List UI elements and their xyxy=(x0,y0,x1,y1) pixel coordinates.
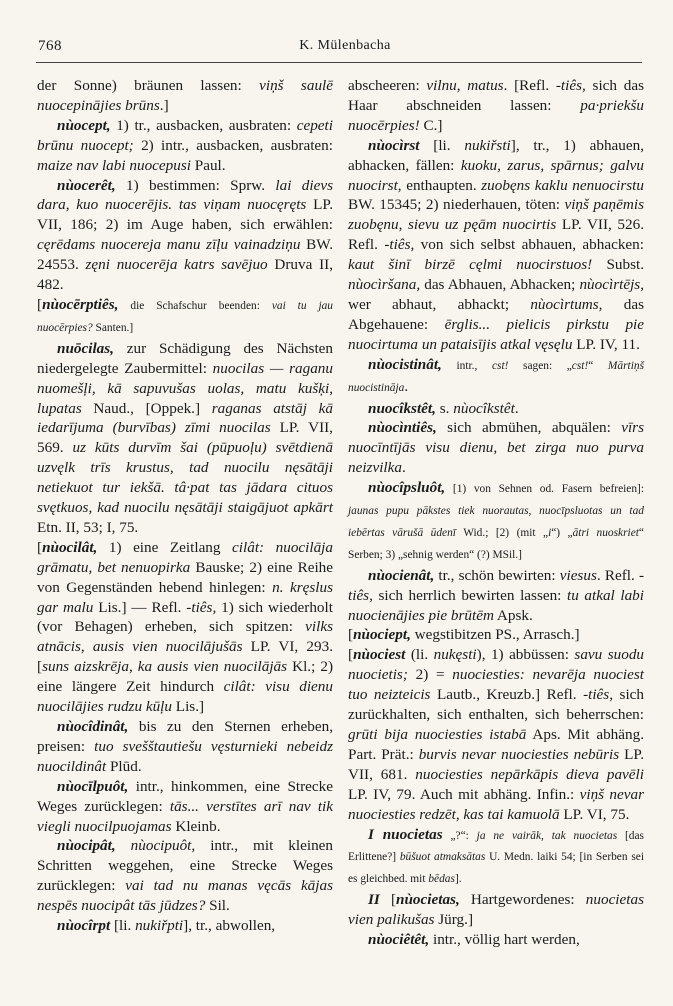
definition-text: ]. xyxy=(454,873,462,886)
headword: nùocîrpt xyxy=(57,917,111,935)
headword: II xyxy=(368,891,391,909)
dictionary-entry xyxy=(348,890,644,930)
definition-text: LP. VI, 293. [ xyxy=(37,638,333,676)
example-text: ātri nuoskriet xyxy=(572,526,639,539)
dictionary-entry xyxy=(348,566,644,626)
definition-text: ), 1) abbüssen: xyxy=(476,646,575,664)
example-text: n. kręslus gar malu xyxy=(37,578,334,616)
definition-text: Aps. Mit abhäng. Part. Prät.: xyxy=(348,726,644,763)
definition-text: der Sonne) bräunen lassen: xyxy=(37,77,260,94)
definition-text: Druva II, 482. xyxy=(37,256,333,294)
example-text: i xyxy=(548,526,552,539)
running-head: K. Mülenbacha xyxy=(299,38,391,53)
headword: nùocietas, xyxy=(396,891,460,909)
left-column xyxy=(37,76,333,936)
dictionary-entry xyxy=(348,418,644,478)
example-text: nukiřpti xyxy=(135,917,184,935)
definition-text: ], tr., 1) abhauen, abhacken, fällen: xyxy=(348,136,645,174)
example-text: cst! xyxy=(571,359,589,372)
definition-text: Kleinb. xyxy=(171,817,221,835)
example-text: grūti bija nuociesties istabā xyxy=(348,726,527,743)
dictionary-entry xyxy=(348,355,644,399)
example-text: cepeti brūnu nuocept; xyxy=(37,116,333,154)
definition-text: Lis.] xyxy=(172,698,205,716)
definition-text: Apsk. xyxy=(493,606,533,624)
definition-text: [1) von Sehnen od. Fasern befreien]: xyxy=(445,483,644,496)
example-text: -tiês, xyxy=(348,566,644,604)
headword: nùociest xyxy=(353,646,406,664)
definition-text: sich zurückhalten, sich enthalten, sich beherrschen: xyxy=(348,686,645,724)
example-text: Mārtiņš nuocistināja xyxy=(348,359,644,394)
headword: nùocìrst xyxy=(368,136,420,154)
definition-text: sich das Haar abschneiden lassen: xyxy=(348,77,644,114)
definition-text: [ xyxy=(37,295,43,313)
definition-text: Etn. II, 53; I, 75. xyxy=(37,518,139,536)
definition-text: sagen: „ xyxy=(508,359,572,372)
example-text: vilnu, matus xyxy=(426,77,504,94)
dictionary-entry xyxy=(37,116,333,176)
example-text: suns aizskrēja, ka ausis vien nuocilājās xyxy=(42,658,288,676)
definition-text: 1) eine Zeitlang xyxy=(97,538,233,556)
definition-text: Lis.] — Refl. xyxy=(93,598,187,616)
dictionary-entry xyxy=(37,777,333,837)
example-text: kaut šinī birzē cęlmi nuocirstuos! xyxy=(348,256,593,274)
example-text: viņš saulē nuocepinājies brūns xyxy=(37,77,333,114)
example-text: nuocilas — raganu nuomešļi, kā sapuvušas uolas, matu kušķi, lupatas xyxy=(37,359,333,417)
definition-text: Hartgewordenes: xyxy=(459,891,586,909)
definition-text: 2) intr., ausbacken, ausbraten: xyxy=(133,136,333,154)
headword: nùocîpsluôt, xyxy=(368,479,446,497)
example-text: nùocìrtums, xyxy=(530,295,603,313)
definition-text: Kl.; 2) eine längere Zeit hindurch xyxy=(37,658,334,696)
definition-text: [ xyxy=(348,626,354,644)
example-text: nuociesties: nevarēja nuociest tuo neizteicis xyxy=(348,666,644,704)
example-text: tu atkal labi nuocienājies pie brūtēm xyxy=(348,586,644,624)
definition-text: die Schafschur beenden: xyxy=(118,299,272,312)
definition-text: LP. VII, 681. xyxy=(348,745,644,783)
example-text: -tiês, xyxy=(384,236,415,254)
headword: nùocipât, xyxy=(57,837,116,855)
example-text: lai dievs dara, kuo nuocerējis. tas viņam nuocęręts xyxy=(37,176,333,214)
dictionary-entry xyxy=(348,825,644,891)
example-text: viņš nevar nuociesties redzēt, kas tai kamuolā xyxy=(348,785,644,823)
dictionary-entry xyxy=(37,916,333,936)
header-rule xyxy=(36,62,642,63)
dictionary-entry xyxy=(348,136,644,355)
definition-text: abscheeren: xyxy=(348,77,427,94)
example-text: uz kūts durvīm šai (pūpuoļu) svētdienā uzvęlk trīs krustus, tad nuocilu nęsātāji netiekuot tur iekšā. tâ·pat tas jādara cituos svętkuos, kad nuocilu nęsātāji staigājuot apkārt xyxy=(37,439,333,517)
headword: nùocìntiês, xyxy=(368,419,437,437)
definition-text: . xyxy=(514,399,519,417)
example-text: tās... verstītes arī nav tik viegli nuocilpuojamas xyxy=(37,797,333,835)
definition-text: (li. xyxy=(405,646,434,664)
dictionary-entry xyxy=(348,76,644,136)
definition-text: [ xyxy=(37,538,43,556)
definition-text: 1) bestimmen: Sprw. xyxy=(115,176,276,194)
definition-text xyxy=(116,837,131,854)
definition-text: . Refl. xyxy=(596,566,639,584)
definition-text: BW. 24553. xyxy=(37,236,333,274)
headword: nùocerêt, xyxy=(57,176,116,194)
example-text: maize nav labi nuocepusi xyxy=(37,156,191,174)
definition-text: 1) tr., ausbacken, ausbraten: xyxy=(110,116,297,134)
definition-text: LP. IV, 11. xyxy=(572,335,640,353)
definition-text: Bauske; 2) eine Reihe von Gegenständen hebend hinlegen: xyxy=(37,558,333,596)
definition-text: Sil. xyxy=(205,897,230,915)
definition-text: intr., völlig hart werden, xyxy=(429,931,580,949)
definition-text: sich herrlich bewirten lassen: xyxy=(372,586,567,604)
headword: nùocilât, xyxy=(42,538,98,556)
headword: nùocistinât, xyxy=(368,355,442,373)
headword: nuōcilas, xyxy=(57,339,114,357)
headword: I nuocietas xyxy=(368,825,443,843)
headword: nùocīlpuôt, xyxy=(57,777,129,795)
definition-text: das Abgehauene: xyxy=(348,295,644,333)
definition-text: wer abhaut, abhackt; xyxy=(348,295,531,313)
dictionary-entry xyxy=(348,625,644,645)
headword: nùociêtêt, xyxy=(368,931,430,949)
example-text: bēdas xyxy=(428,873,455,886)
definition-text: s. xyxy=(435,399,454,417)
headword: nùocîdinât, xyxy=(57,718,129,735)
definition-text: Jürg.] xyxy=(434,911,474,929)
definition-text: ], tr., abwollen, xyxy=(183,917,276,935)
example-text: burvis nevar nuociesties nebūris xyxy=(418,745,620,763)
dictionary-entry xyxy=(348,930,644,950)
example-text: cilât: nuocilāja grāmatu, bet nenuopirka xyxy=(37,538,334,576)
example-text: jaunas pupu pākstes tiek nuorautas, nuocīpsluotas un tad iebērtas vārušā ūdenī xyxy=(348,505,644,539)
definition-text: , enthaupten. xyxy=(397,176,482,194)
example-text: -tiês, xyxy=(583,686,614,704)
definition-text: [ xyxy=(390,891,397,909)
definition-text: LP. IV, 79. Auch mit abhäng. Infin.: xyxy=(348,785,580,803)
definition-text: Plūd. xyxy=(106,757,142,775)
headword: nùocept, xyxy=(57,116,111,134)
definition-text: BW. 15345; 2) niederhauen, töten: xyxy=(348,196,565,214)
dictionary-entry xyxy=(37,176,333,295)
right-column xyxy=(348,76,644,950)
definition-text: [das Erlittene?] xyxy=(348,829,644,864)
definition-text: intr., mit kleinen Schritten weggehen, eine Strecke Weges zurücklegen: xyxy=(37,837,333,895)
example-text: cęrēdams nuocereja manu zīļu vainadziņu xyxy=(37,236,301,254)
example-text: zęni nuocerēja katrs savējuo xyxy=(85,256,268,274)
definition-text: Naud., [Oppek.] xyxy=(81,399,212,417)
definition-text: Wid.; [2) (mit „ xyxy=(455,526,549,539)
example-text: tuo svešštautiešu vęsturnieki nebeidz nuocildinât xyxy=(37,737,333,775)
example-text: vai tu jau nuocērpies? xyxy=(37,299,334,334)
example-text: nùocìrtējs, xyxy=(579,276,644,294)
example-text: nùocîkstêt xyxy=(453,399,515,417)
definition-text: . [Refl. xyxy=(503,77,556,94)
definition-text: bis zu den Sternen erheben, preisen: xyxy=(37,718,333,755)
example-text: nukęsti xyxy=(433,646,477,664)
definition-text: “ Serben; 3) „sehnig werden“ (?) MSil.] xyxy=(348,526,644,561)
example-text: zuobęns kaklu nenuocirstu xyxy=(481,176,644,194)
example-text: būšuot atmaksātas xyxy=(399,851,486,864)
definition-text: C.] xyxy=(419,116,443,134)
example-text: pa·priekšu nuocērpies! xyxy=(348,96,644,134)
headword: nùocērptiês, xyxy=(42,295,119,313)
definition-text: . xyxy=(401,459,406,477)
example-text: ja ne vairāk, tak nuocietas xyxy=(476,829,618,842)
definition-text: „?“: xyxy=(442,829,477,842)
example-text: nùocipuôt, xyxy=(130,837,196,855)
definition-text: U. Medn. laiki 54; [in Serben sei es gleichbed. mit xyxy=(348,851,644,886)
definition-text: . xyxy=(404,377,409,395)
definition-text: Paul. xyxy=(190,156,226,174)
definition-text: [li. xyxy=(110,917,136,935)
dictionary-entry xyxy=(37,836,333,916)
example-text: nukiřsti xyxy=(464,136,511,154)
definition-text: [ xyxy=(348,646,354,664)
dictionary-entry xyxy=(37,76,333,116)
definition-text: .] xyxy=(159,96,169,114)
definition-text: LP. VI, 75. xyxy=(559,805,630,823)
dictionary-entry xyxy=(348,478,644,566)
example-text: nuociesties nepārkāpis dieva pavēli xyxy=(415,765,644,783)
definition-text: Subst. xyxy=(592,256,645,274)
definition-text: LP. VII, 186; 2) im Auge haben, sich erwählen: xyxy=(37,196,333,234)
example-text: -tiês, xyxy=(186,598,217,616)
definition-text: Santen.] xyxy=(92,321,134,334)
example-text: cilât: visu dienu nuocilājies rudzu kūļu xyxy=(37,678,333,716)
dictionary-entry xyxy=(37,717,333,777)
example-text: nuocietas vien palikušas xyxy=(348,891,644,929)
dictionary-entry xyxy=(348,399,644,419)
definition-text: “) „ xyxy=(551,526,573,539)
headword: nùociept, xyxy=(353,626,411,644)
definition-text: 2) = xyxy=(407,666,453,684)
dictionary-entry xyxy=(37,295,333,339)
definition-text: LP. VII, 526. Refl. xyxy=(348,216,644,254)
example-text: vilks atnācis, ausis vien nuocilājušās xyxy=(37,618,333,656)
example-text: viesus xyxy=(559,566,597,584)
definition-text: von sich selbst abhauen, abhacken: xyxy=(414,236,644,254)
definition-text: “ xyxy=(588,359,608,372)
definition-text: Lautb., Kreuzb.] Refl. xyxy=(430,686,584,704)
example-text: vai tad nu manas vęcās kājas nespēs nuocipât tās jūdzes? xyxy=(37,877,333,915)
dictionary-entry xyxy=(348,645,644,824)
example-text: -tiês, xyxy=(555,77,586,94)
page-number: 768 xyxy=(38,38,62,54)
example-text: nùocìršana, xyxy=(348,276,421,294)
definition-text: wegstibitzen PS., Arrasch.] xyxy=(410,626,580,644)
definition-text: [li. xyxy=(419,136,465,154)
dictionary-entry xyxy=(37,339,333,538)
definition-text: das Abhauen, Abhacken; xyxy=(420,276,580,294)
example-text: raganas atstāj kā iedarījuma (burvības) zīmi nuocilas xyxy=(37,399,333,437)
example-text: savu suodu nuocietis; xyxy=(348,646,645,684)
headword: nùocienât, xyxy=(368,566,435,584)
example-text: ērglis... pielicis pirkstu pie nuocirtuma un pataisījis atkal vęsęlu xyxy=(348,315,645,353)
example-text: cst! xyxy=(491,359,509,372)
definition-text: 1) sich wiederholt (vor Behagen) erheben, sich spitzen: xyxy=(37,598,333,636)
definition-text: intr., hinkommen, eine Strecke Weges zurücklegen: xyxy=(37,777,333,815)
definition-text: LP. VII, 569. xyxy=(37,419,333,457)
definition-text: intr., xyxy=(441,359,492,372)
definition-text: zur Schädigung des Nächsten niedergelegte Zaubermittel: xyxy=(37,339,333,377)
definition-text: sich abmühen, abquälen: xyxy=(436,419,622,437)
example-text: kuoku, zarus, spārnus; galvu nuocirst xyxy=(348,156,644,194)
definition-text: tr., schön bewirten: xyxy=(434,566,560,584)
dictionary-entry xyxy=(37,538,333,717)
headword: nuocîkstêt, xyxy=(368,399,436,417)
example-text: viņš paņēmis zuobęnu, sievu uz pęām nuocirtis xyxy=(348,196,644,234)
example-text: vīrs nuocīntījās visu dienu, bet zirga nuo purva neizvilka xyxy=(348,419,644,477)
